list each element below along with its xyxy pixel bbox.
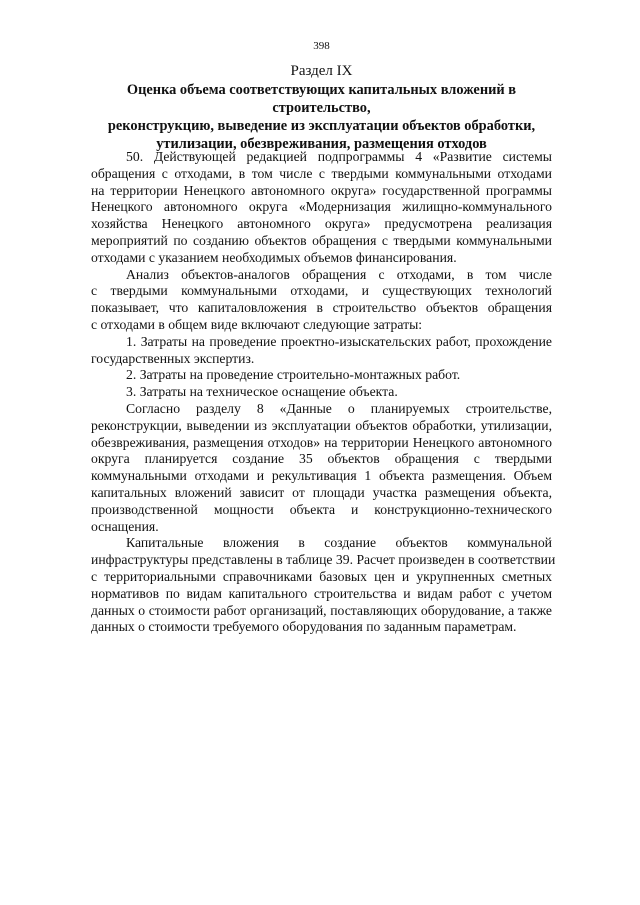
paragraph-line: 50. Действующей редакцией подпрограммы 4 «Развитие системы — [126, 149, 552, 164]
paragraph-line: инфраструктуры представлены в таблице 39. Расчет произведен в соответствии — [91, 552, 556, 568]
paragraph-line: отходами с указанием необходимых объемов финансирования. — [91, 249, 457, 265]
paragraph-line: оснащения. — [91, 518, 159, 534]
paragraph-line: нормативов по видам капитального строительства и видам работ с учетом — [91, 585, 552, 601]
paragraph — [91, 367, 552, 384]
paragraph-line: мероприятий по созданию объектов обращения с твердыми коммунальными — [91, 232, 552, 248]
paragraph-line: 1. Затраты на проведение проектно-изыскательских работ, прохождение — [126, 333, 552, 349]
paragraph-line: округа планируется создание 35 объектов обращения с твердыми — [91, 451, 552, 467]
paragraph-line: данных о стоимости требуемого оборудования по заданным параметрам. — [91, 619, 517, 635]
paragraph-line: обращения с отходами, в том числе с твердыми коммунальными отходами — [91, 165, 552, 181]
paragraph — [91, 384, 552, 401]
document-body — [91, 149, 556, 636]
section-title-line: реконструкцию, выведение из эксплуатации объектов обработки, — [107, 118, 536, 134]
paragraph-line: 3. Затраты на техническое оснащение объекта. — [126, 384, 398, 400]
paragraph-line: Анализ объектов-аналогов обращения с отходами, в том числе — [126, 266, 552, 282]
paragraph-line: капитальных вложений зависит от площади участка размещения объекта, — [91, 484, 552, 500]
section-title — [85, 81, 558, 153]
paragraph — [91, 535, 556, 636]
paragraph-line: обезвреживания, размещения отходов» на территории Ненецкого автономного — [91, 434, 552, 450]
paragraph-line: с твердыми коммунальными отходами, и существующих технологий — [91, 283, 552, 299]
section-label: Раздел IX — [290, 63, 353, 79]
paragraph-line: данных о стоимости работ организаций, поставляющих оборудование, а также — [91, 602, 552, 618]
paragraph-line: коммунальными отходами и рекультивация 1 объекта размещения. Объем — [91, 468, 552, 484]
paragraph-line: с отходами в общем виде включают следующие затраты: — [91, 316, 423, 332]
paragraph-line: реконструкции, выведении из эксплуатации объектов обработки, утилизации, — [91, 417, 552, 433]
paragraph-line: показывает, что капиталовложения в строительство объектов обращения — [91, 300, 552, 316]
paragraph-line: с территориальными справочниками базовых цен и укрупненных сметных — [91, 568, 552, 584]
paragraph-line: Ненецкого автономного округа «Модернизация жилищно-коммунального — [91, 199, 552, 215]
paragraph — [91, 149, 552, 267]
paragraph-line: Капитальные вложения в создание объектов коммунальной — [126, 535, 552, 551]
section-title-line: утилизации, обезвреживания, размещения отходов — [156, 136, 487, 152]
paragraph-line: производственной мощности объекта и конструкционно-технического — [91, 501, 552, 517]
page-number: 398 — [313, 40, 330, 52]
paragraph — [91, 267, 552, 334]
paragraph — [91, 334, 552, 368]
paragraph-line: Согласно разделу 8 «Данные о планируемых строительстве, — [126, 400, 552, 416]
paragraph-line: хозяйства Ненецкого автономного округа» предусмотрена реализация — [91, 216, 552, 232]
paragraph — [91, 401, 552, 535]
paragraph-line: государственных экспертиз. — [91, 350, 255, 366]
paragraph-line: 2. Затраты на проведение строительно-монтажных работ. — [126, 367, 461, 383]
paragraph-line: на территории Ненецкого автономного округа» государственной программы — [91, 182, 552, 198]
section-title-line: Оценка объема соответствующих капитальных вложений в строительство, — [126, 82, 517, 116]
